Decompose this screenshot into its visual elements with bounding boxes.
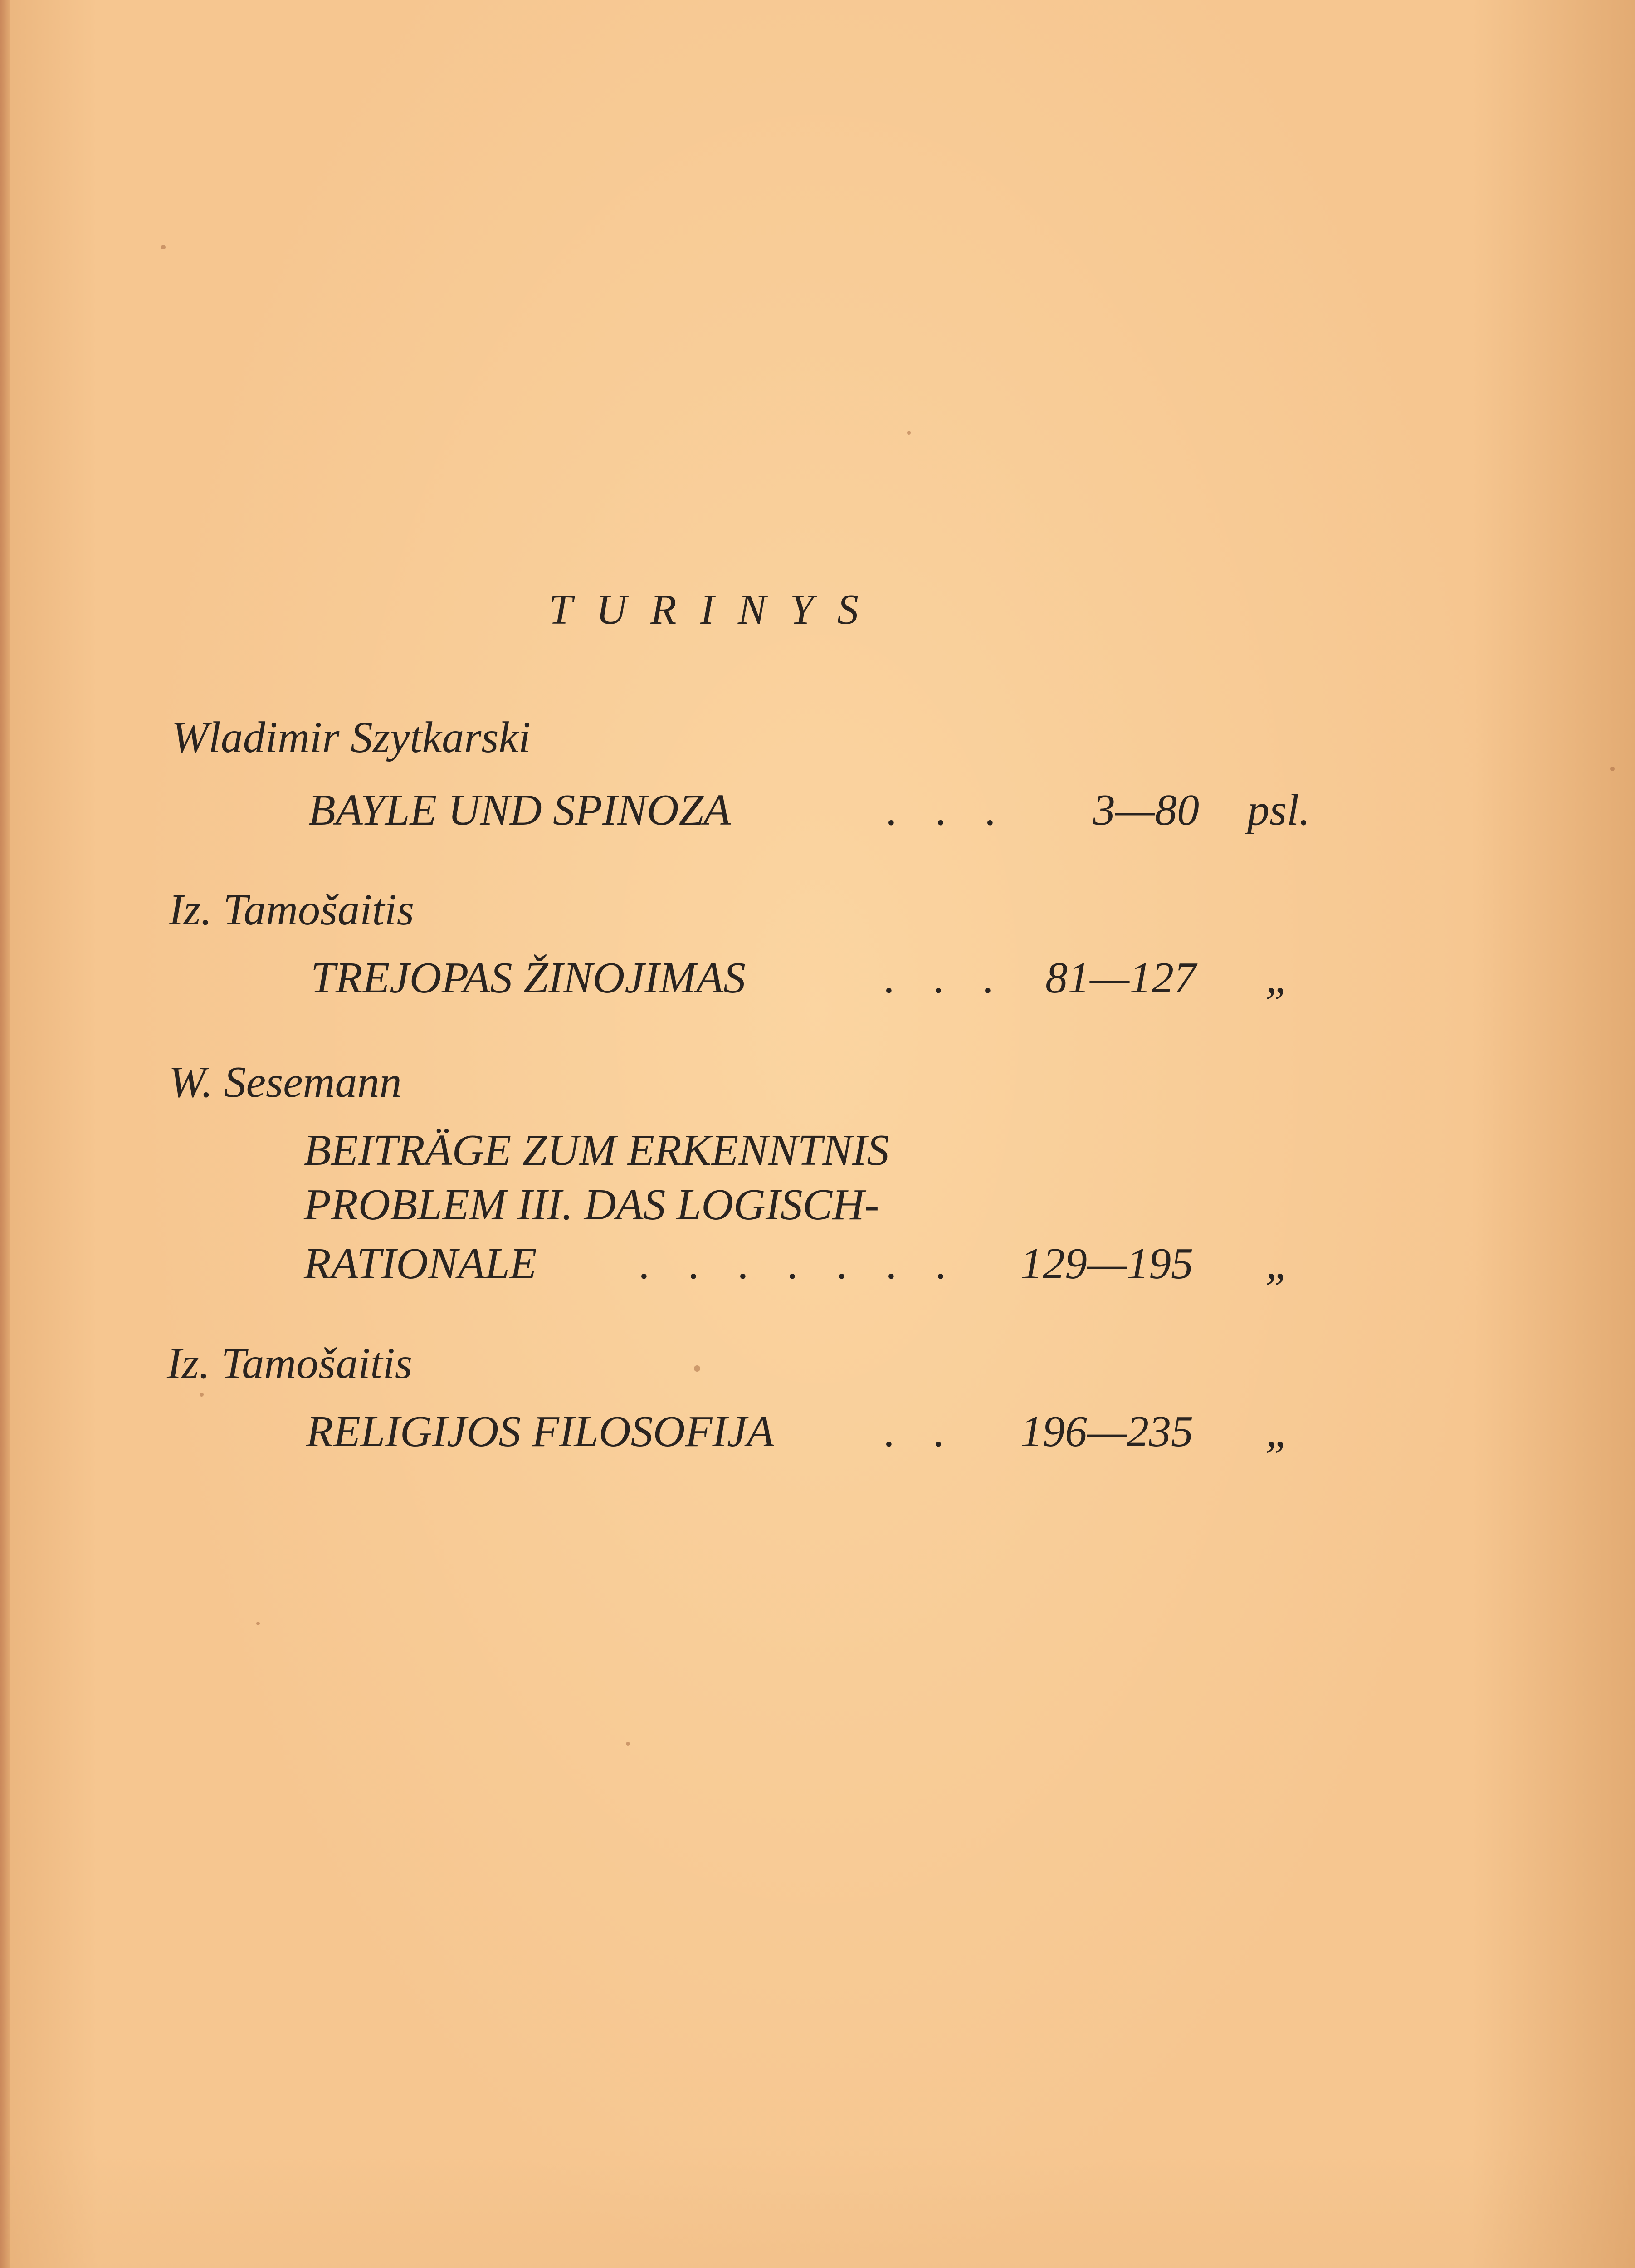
- toc-author: Iz. Tamošaitis: [167, 1339, 413, 1388]
- paper-speck: [907, 431, 911, 435]
- toc-author: Wladimir Szytkarski: [171, 713, 531, 762]
- paper-speck: [1610, 767, 1615, 771]
- page-edge-shadow: [0, 0, 10, 2268]
- page-title: TURINYS: [549, 586, 882, 633]
- paper-speck: [200, 1393, 204, 1397]
- toc-entry-title: RATIONALE: [304, 1239, 537, 1288]
- toc-dot-leader: . .: [884, 1407, 959, 1456]
- toc-page-unit: psl.: [1247, 786, 1310, 835]
- paper-speck: [256, 1622, 260, 1625]
- toc-page-unit: „: [1265, 1239, 1290, 1288]
- toc-page-range: 129—195: [1020, 1239, 1194, 1288]
- toc-page-range: 196—235: [1020, 1407, 1194, 1456]
- toc-page-unit: „: [1265, 1407, 1290, 1456]
- toc-entry-title: PROBLEM III. DAS LOGISCH-: [304, 1180, 879, 1229]
- toc-dot-leader: . . . . . . .: [639, 1239, 961, 1288]
- toc-page-range: 81—127: [1045, 953, 1196, 1002]
- toc-dot-leader: . . .: [884, 953, 1008, 1002]
- toc-entry-title: BEITRÄGE ZUM ERKENNTNIS: [304, 1126, 889, 1175]
- toc-dot-leader: . . .: [887, 786, 1010, 835]
- paper-speck: [694, 1365, 700, 1372]
- paper-speck: [626, 1742, 630, 1746]
- toc-entry-title: TREJOPAS ŽINOJIMAS: [311, 953, 746, 1002]
- toc-author: Iz. Tamošaitis: [169, 885, 415, 934]
- toc-entry-title: RELIGIJOS FILOSOFIJA: [306, 1407, 774, 1456]
- toc-page-unit: „: [1265, 953, 1290, 1002]
- toc-entry-title: BAYLE UND SPINOZA: [308, 786, 731, 835]
- paper-speck: [161, 245, 166, 249]
- toc-author: W. Sesemann: [169, 1058, 402, 1107]
- toc-page-range: 3—80: [1093, 786, 1200, 835]
